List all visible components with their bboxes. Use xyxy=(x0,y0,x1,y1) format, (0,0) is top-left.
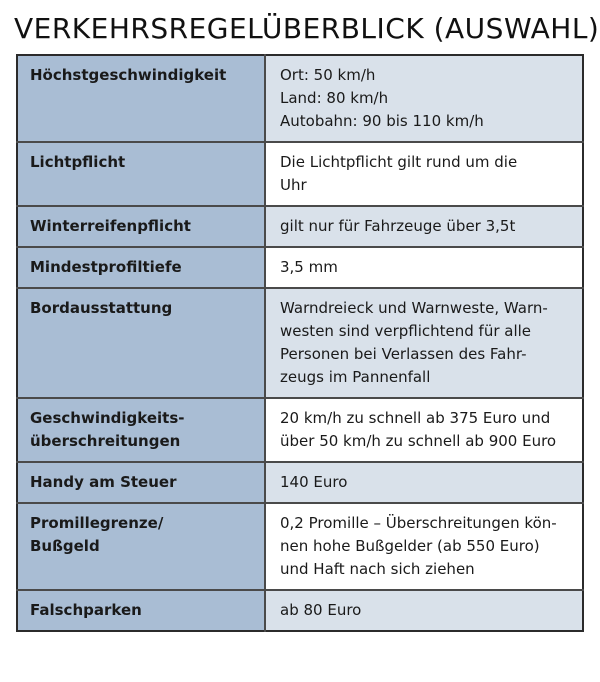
table-row xyxy=(17,142,583,206)
rule-value-line: ab 80 Euro xyxy=(280,601,362,619)
rule-value-cell xyxy=(265,462,583,503)
rule-value-line: 20 km/h zu schnell ab 375 Euro und xyxy=(280,409,551,427)
rule-value-line: gilt nur für Fahrzeuge über 3,5t xyxy=(280,217,516,235)
rule-label-line: Lichtpflicht xyxy=(30,153,126,171)
rule-label-cell xyxy=(17,398,265,462)
rule-label-cell xyxy=(17,142,265,206)
rule-value-cell xyxy=(265,288,583,398)
rule-value-line: 0,2 Promille – Überschreitungen kön- xyxy=(280,514,557,532)
rule-value-line: nen hohe Bußgelder (ab 550 Euro) xyxy=(280,537,540,555)
traffic-rules-body xyxy=(17,55,583,631)
rule-value-line: Die Lichtpflicht gilt rund um die xyxy=(280,153,518,171)
rule-value-line: Autobahn: 90 bis 110 km/h xyxy=(280,112,484,130)
rule-label-line: Handy am Steuer xyxy=(30,473,177,491)
rule-label-cell xyxy=(17,55,265,142)
traffic-rules-table xyxy=(16,54,584,632)
rule-value-line: Uhr xyxy=(280,176,307,194)
rule-label-cell xyxy=(17,247,265,288)
table-row xyxy=(17,247,583,288)
table-row xyxy=(17,462,583,503)
rule-label-line: Höchstgeschwindigkeit xyxy=(30,66,227,84)
rule-label-line: Bordausstattung xyxy=(30,299,173,317)
rule-value-cell xyxy=(265,206,583,247)
rule-value-line: zeugs im Pannenfall xyxy=(280,368,431,386)
rule-value-line: Warndreieck und Warnweste, Warn- xyxy=(280,299,548,317)
page-title: VERKEHRSREGELÜBERBLICK (AUSWAHL) xyxy=(14,12,600,45)
rule-label-cell xyxy=(17,462,265,503)
rule-value-line: westen sind verpflichtend für alle xyxy=(280,322,532,340)
rule-value-line: Ort: 50 km/h xyxy=(280,66,376,84)
rule-value-cell xyxy=(265,503,583,590)
rule-label-cell xyxy=(17,590,265,631)
rule-value-cell xyxy=(265,398,583,462)
rule-value-cell xyxy=(265,247,583,288)
table-row xyxy=(17,590,583,631)
table-row xyxy=(17,288,583,398)
rule-value-line: und Haft nach sich ziehen xyxy=(280,560,475,578)
rule-value-line: über 50 km/h zu schnell ab 900 Euro xyxy=(280,432,557,450)
rule-label-cell xyxy=(17,503,265,590)
table-row xyxy=(17,503,583,590)
rule-value-line: Personen bei Verlassen des Fahr- xyxy=(280,345,527,363)
rule-value-cell xyxy=(265,590,583,631)
rule-label-line: Mindestprofiltiefe xyxy=(30,258,182,276)
rule-label-cell xyxy=(17,288,265,398)
rule-label-line: überschreitungen xyxy=(30,432,181,450)
rule-label-line: Geschwindigkeits- xyxy=(30,409,185,427)
rule-label-line: Winterreifenpflicht xyxy=(30,217,191,235)
table-row xyxy=(17,398,583,462)
rule-value-line: Land: 80 km/h xyxy=(280,89,389,107)
table-row xyxy=(17,55,583,142)
rule-value-line: 3,5 mm xyxy=(280,258,338,276)
rule-value-line: 140 Euro xyxy=(280,473,348,491)
table-row xyxy=(17,206,583,247)
rule-label-line: Bußgeld xyxy=(30,537,100,555)
rule-label-line: Promillegrenze/ xyxy=(30,514,164,532)
rule-value-cell xyxy=(265,55,583,142)
rule-label-line: Falschparken xyxy=(30,601,142,619)
rule-label-cell xyxy=(17,206,265,247)
rule-value-cell xyxy=(265,142,583,206)
